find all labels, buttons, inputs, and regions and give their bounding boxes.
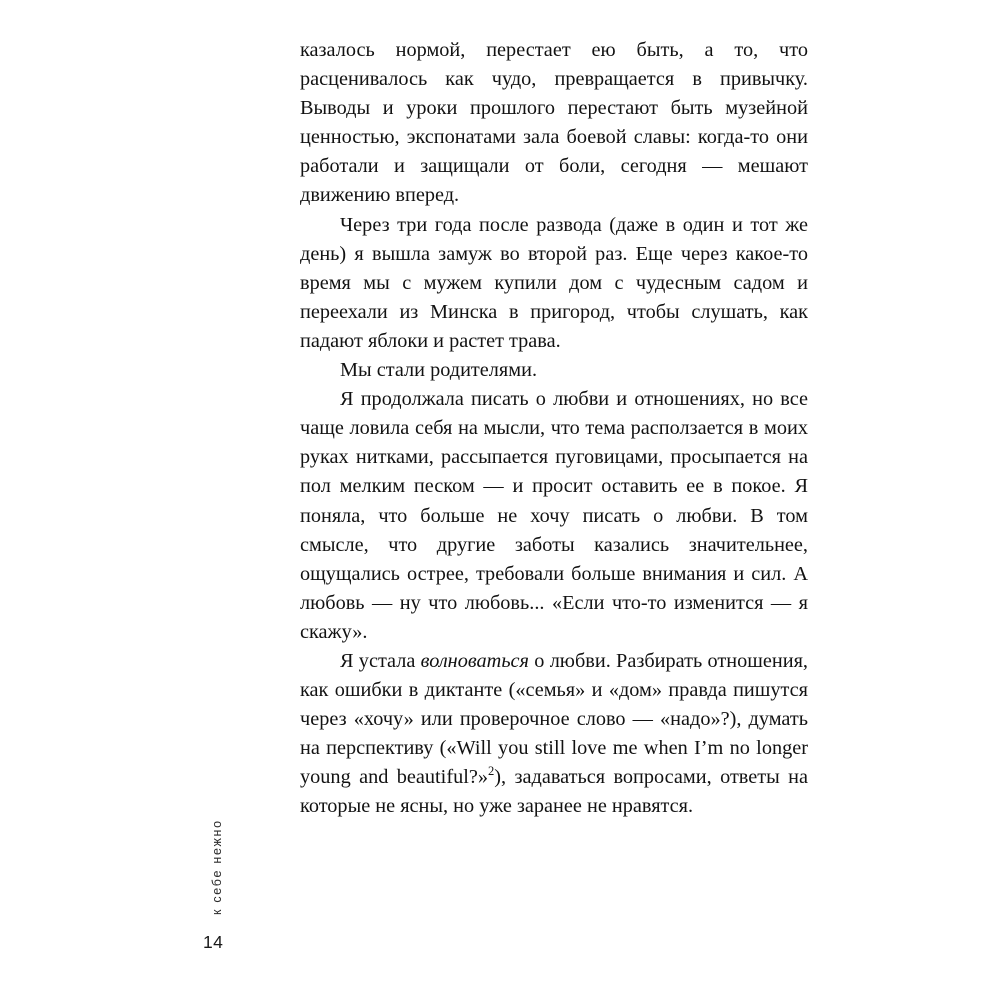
english-quotation: Will you still love me when I’m no longer young and beautiful? [300,737,808,789]
emphasised-word: волноваться [420,649,529,672]
paragraph-4: Я продолжала писать о любви и отношениях, но все чаще ловила себя на мысли, что тема расползается в моих руках нитками, рассыпается пуговицами, просыпается на пол мелким песком — и просит оставить ее в покое. Я поняла, что больше не хочу писать о любви. В том смысле, что другие заботы казались значительнее, ощущались острее, требовали больше внимания и сил. А любовь — ну что любовь... «Если что-то изменится — я скажу». [300,388,808,643]
paragraph-5: Я устала волноваться о любви. Разбирать отношения, как ошибки в диктанте («семья» и «дом» правда пишутся через «хочу» или проверочное слово — «надо»?), думать на перспективу («Will you still love me when I’m no longer young and beautiful?»$^2$), задаваться вопросами, ответы на которые не ясны, но уже заранее не нравятся. [300,649,809,818]
page-number: 14 [203,932,224,952]
footnote-marker: 2 [488,764,495,779]
running-head: к себе нежно [210,819,224,915]
paragraph-1: казалось нормой, перестает ею быть, а то, что расценивалось как чудо, превращается в привычку. Выводы и уроки прошлого перестают быть музейной ценностью, экспонатами зала боевой славы: когда-то они работали и защищали от боли, сегодня — мешают движению вперед. [300,39,808,207]
paragraph-2: Через три года после развода (даже в один и тот же день) я вышла замуж во второй раз. Еще через какое-то время мы с мужем купили дом с чудесным садом и переехали из Минска в пригород, чтобы слушать, как падают яблоки и растет трава. [300,213,808,352]
paragraph-3: Мы стали родителями. [340,359,538,382]
body-text-column [300,36,808,822]
